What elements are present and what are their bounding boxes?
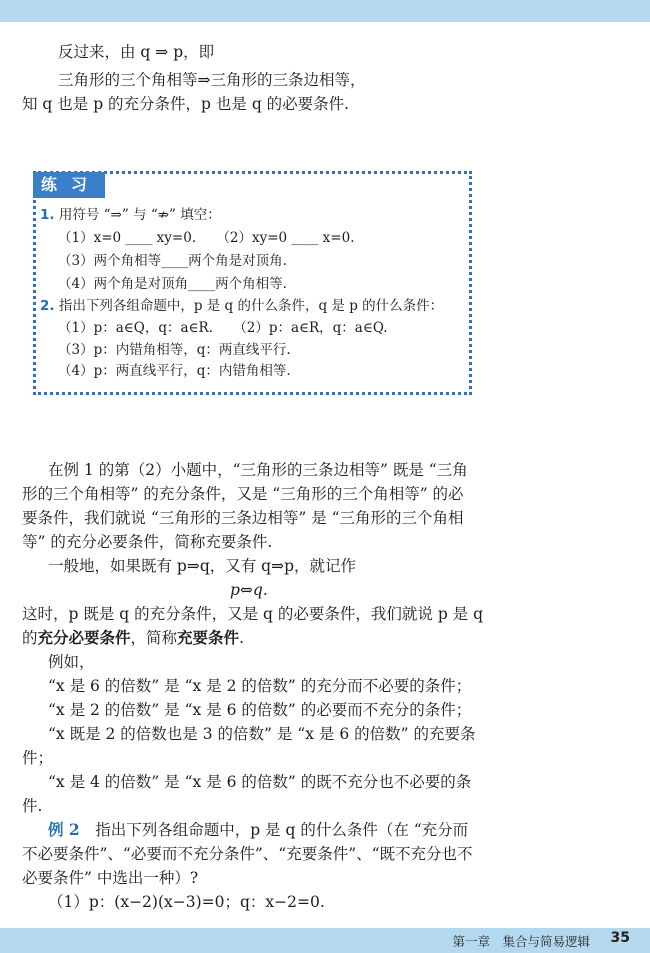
text-line: 在例 1 的第（2）小题中，“三角形的三条边相等” 既是 “三角 [48,461,468,479]
exercise-item: （4）p：两直线平行，q：内错角相等. [58,363,291,379]
text-line: 件； [22,749,54,767]
exercise-q1 [40,206,221,224]
question-number: 1. [40,207,55,223]
text-line: “x 既是 2 的倍数也是 3 的倍数” 是 “x 是 6 的倍数” 的充要条 [48,725,476,743]
text-line: 必要条件” 中选出一种）? [22,869,199,887]
text-line: 反过来，由 q ⇒ p，即 [58,43,215,61]
chapter-title: 第一章 集合与简易逻辑 [452,934,590,949]
exercise-q2 [40,297,443,315]
text-span: . [239,629,244,647]
text-span: 指出下列各组命题中，p 是 q 的什么条件（在 “充分而 [95,821,469,839]
exercise-item: （3）p：内错角相等，q：两直线平行. [58,342,291,358]
exercise-title: 练习 [33,172,105,198]
text-line: 一般地，如果既有 p⇒q，又有 q⇒p，就记作 [48,557,357,575]
term-bold: 充分必要条件 [37,628,131,647]
exercise-item: （3）两个角相等____两个角是对顶角. [58,253,287,269]
text-line: “x 是 6 的倍数” 是 “x 是 2 的倍数” 的充分而不必要的条件； [48,677,472,695]
text-line: “x 是 2 的倍数” 是 “x 是 6 的倍数” 的必要而不充分的条件； [48,701,472,719]
text-line [22,628,244,648]
term-bold: 充要条件 [177,628,240,647]
exercise-item: （4）两个角是对顶角____两个角相等. [58,276,287,292]
text-line: 这时，p 既是 q 的充分条件，又是 q 的必要条件，我们就说 p 是 q [22,605,484,623]
top-color-band [0,0,650,22]
text-line: 等” 的充分必要条件，简称充要条件. [22,533,273,551]
text-line: “x 是 4 的倍数” 是 “x 是 6 的倍数” 的既不充分也不必要的条 [48,773,472,791]
example-2-line [48,820,468,840]
text-line: 要条件，我们就说 “三角形的三条边相等” 是 “三角形的三个角相 [22,509,464,527]
text-line: （1）p：(x−2)(x−3)=0；q：x−2=0. [48,893,325,911]
example-label: 例 2 [48,820,80,839]
exercise-item: （1）x=0 ____ xy=0. （2）xy=0 ____ x=0. [58,230,355,246]
text-span: ，简称 [130,629,178,647]
formula: p⇔q. [230,581,268,599]
question-text: 指出下列各组命题中，p 是 q 的什么条件，q 是 p 的什么条件： [58,298,444,314]
text-line: 知 q 也是 p 的充分条件，p 也是 q 的必要条件. [22,95,350,113]
question-text: 用符号 “⇒” 与 “⇏” 填空： [58,207,221,223]
text-line: 不必要条件”、“必要而不充分条件”、“充要条件”、“既不充分也不 [22,845,473,863]
exercise-item: （1）p：a∈Q，q：a∈R. （2）p：a∈R，q：a∈Q. [58,320,388,336]
question-number: 2. [40,298,55,314]
page-number: 35 [610,930,630,946]
text-line: 形的三个角相等” 的充分条件，又是 “三角形的三个角相等” 的必 [22,485,464,503]
text-line: 例如， [48,653,95,671]
text-span: 的 [22,629,38,647]
text-line: 件. [22,797,43,815]
text-line: 三角形的三个角相等⇒三角形的三条边相等， [58,71,366,89]
